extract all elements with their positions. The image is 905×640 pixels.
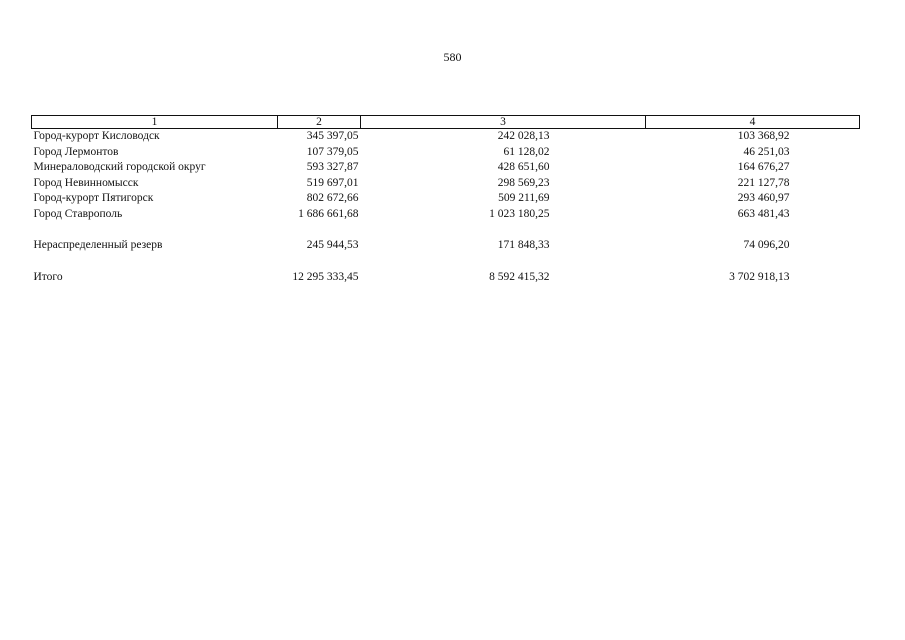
row-value-col2: 593 327,87	[306, 161, 359, 173]
reserve-value-col3: 171 848,33	[497, 239, 550, 251]
spacer-cell	[32, 254, 860, 270]
page-number: 580	[443, 50, 462, 64]
row-name: Минераловодский городской округ	[33, 161, 206, 173]
table-body	[32, 129, 860, 286]
row-name: Город Лермонтов	[33, 145, 119, 158]
reserve-row	[32, 238, 860, 254]
reserve-value-col4: 74 096,20	[743, 239, 790, 251]
column-header-2: 2	[278, 116, 361, 129]
row-value-col2: 519 697,01	[306, 176, 359, 189]
total-value-col2: 12 295 333,45	[292, 270, 359, 283]
column-header-1: 1	[32, 116, 278, 129]
row-value-col4: 293 460,97	[737, 192, 790, 204]
row-value-col4: 221 127,78	[737, 176, 790, 189]
row-value-col3: 428 651,60	[497, 161, 550, 173]
total-value-col3: 8 592 415,32	[489, 270, 550, 283]
spacer-row	[32, 254, 860, 270]
spacer-cell	[32, 222, 860, 238]
row-value-col3: 509 211,69	[498, 192, 550, 204]
table-row	[32, 176, 860, 192]
row-name: Город-курорт Пятигорск	[33, 192, 154, 204]
row-value-col2: 345 397,05	[306, 130, 359, 142]
column-header-3: 3	[361, 116, 646, 129]
row-value-col4: 663 481,43	[737, 207, 790, 220]
row-value-col3: 61 128,02	[503, 145, 550, 158]
table-row	[32, 160, 860, 176]
row-value-col2: 802 672,66	[306, 192, 359, 204]
header-row	[32, 116, 860, 129]
row-name: Город-курорт Кисловодск	[33, 130, 160, 142]
budget-table	[31, 115, 860, 285]
table-row	[32, 129, 860, 145]
column-header-4: 4	[646, 116, 860, 129]
table-row	[32, 145, 860, 161]
total-name: Итого	[33, 270, 63, 283]
total-value-col4: 3 702 918,13	[729, 270, 790, 283]
row-name: Город Невинномысск	[33, 176, 139, 189]
row-value-col3: 298 569,23	[497, 176, 550, 189]
table-row	[32, 191, 860, 207]
table-row	[32, 207, 860, 223]
reserve-name: Нераспределенный резерв	[33, 239, 163, 251]
row-value-col3: 1 023 180,25	[489, 207, 550, 220]
row-value-col2: 1 686 661,68	[298, 207, 359, 220]
total-row	[32, 270, 860, 286]
row-value-col4: 164 676,27	[737, 161, 790, 173]
row-value-col2: 107 379,05	[306, 145, 359, 158]
spacer-row	[32, 222, 860, 238]
row-value-col4: 103 368,92	[737, 130, 790, 142]
table-header	[32, 116, 860, 129]
row-value-col3: 242 028,13	[497, 130, 550, 142]
row-value-col4: 46 251,03	[743, 145, 790, 158]
row-name: Город Ставрополь	[33, 207, 123, 220]
reserve-value-col2: 245 944,53	[306, 239, 359, 251]
